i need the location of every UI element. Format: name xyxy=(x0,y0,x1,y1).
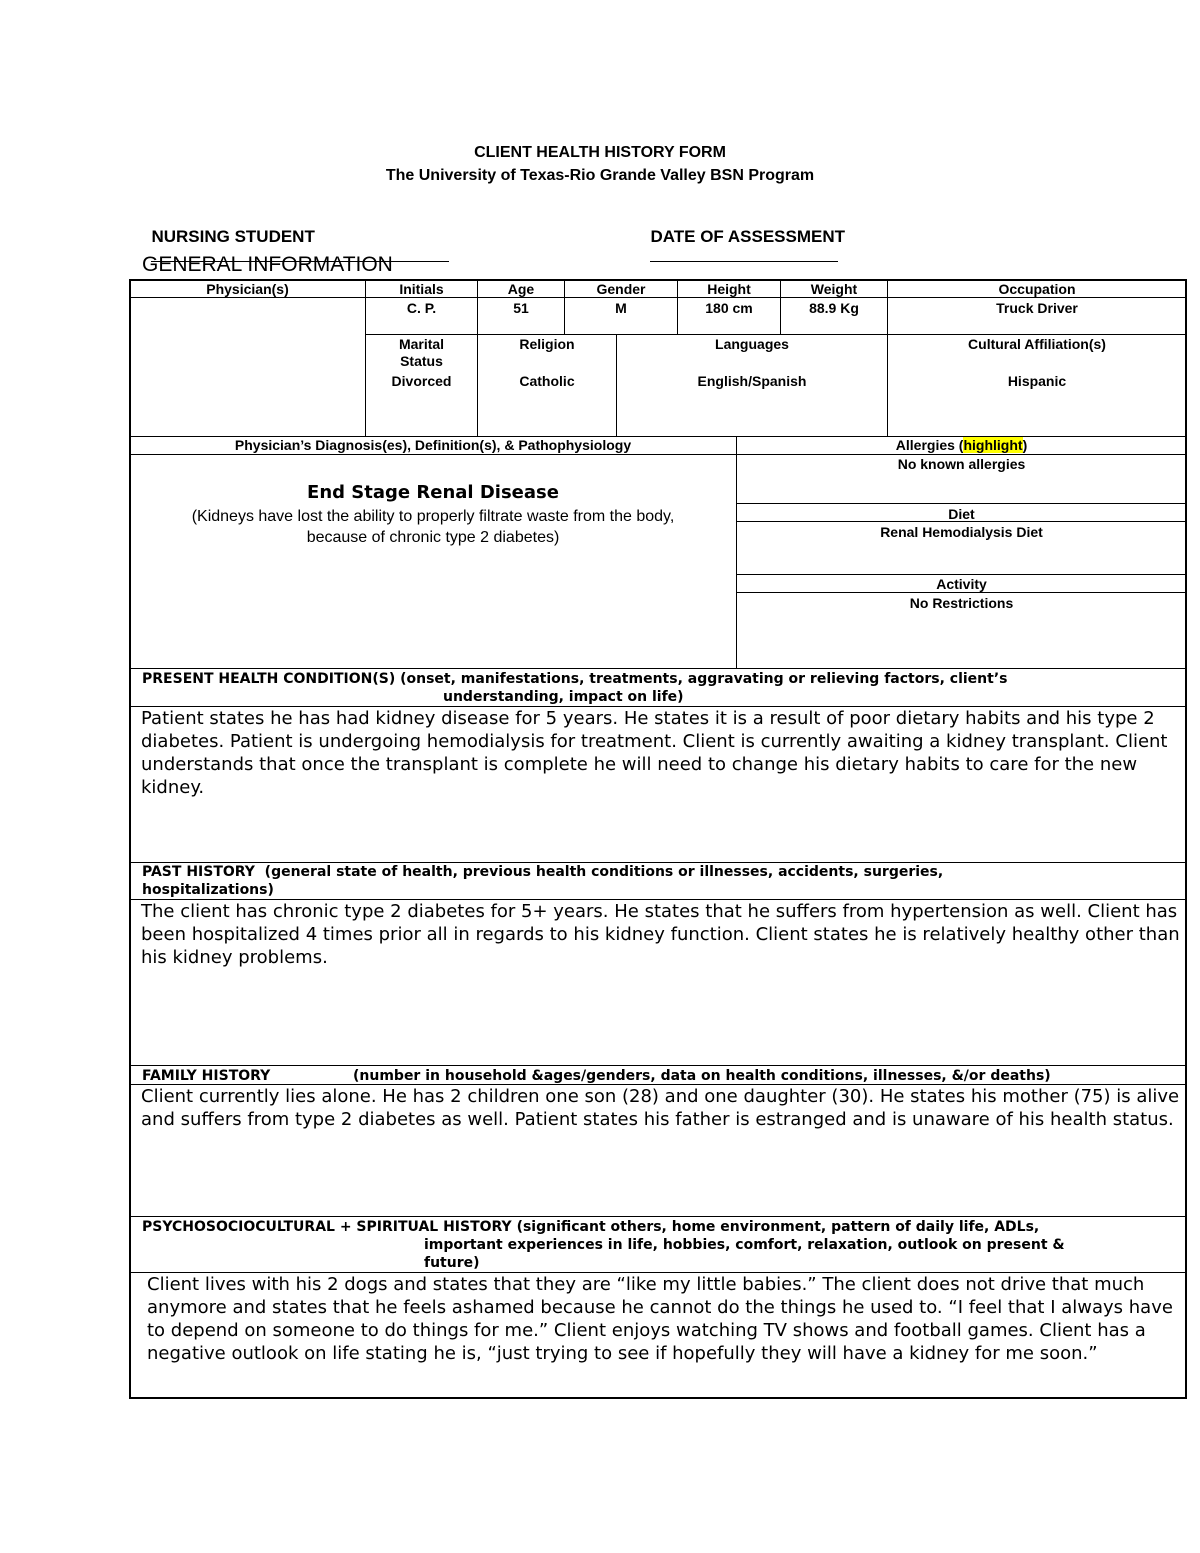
gender-value[interactable]: M xyxy=(615,300,627,316)
psycho-history-header-line3: future) xyxy=(424,1255,480,1271)
date-of-assessment-field xyxy=(641,207,845,267)
past-history-text[interactable]: The client has chronic type 2 diabetes for 5+ years. He states that he suffers from hypertension as well. Client has been hospitalized 4 times prior all in regards to his kidney function. Client states he is relatively healthy other than his kidney problems. xyxy=(141,901,1180,968)
divider xyxy=(129,668,1187,669)
family-history-header-note: (number in household &ages/genders, data on health conditions, illnesses, &/or deaths) xyxy=(353,1068,1051,1084)
general-information-title: GENERAL INFORMATION xyxy=(142,253,393,276)
form-title: CLIENT HEALTH HISTORY FORM xyxy=(474,144,726,161)
family-history-header: FAMILY HISTORY xyxy=(142,1068,271,1084)
initials-header: Initials xyxy=(399,281,444,297)
activity-value[interactable]: No Restrictions xyxy=(909,595,1014,611)
age-value[interactable]: 51 xyxy=(513,300,529,316)
psycho-history-header: PSYCHOSOCIOCULTURAL + SPIRITUAL HISTORY (significant others, home environment, pattern of daily life, ADLs, xyxy=(142,1219,1040,1235)
divider xyxy=(365,334,1187,335)
divider xyxy=(736,574,1187,575)
languages-value[interactable]: English/Spanish xyxy=(697,373,807,389)
age-header: Age xyxy=(507,281,535,297)
present-health-header: PRESENT HEALTH CONDITION(S) (onset, manifestations, treatments, aggravating or relieving factors, client’s xyxy=(142,671,1008,687)
date-of-assessment-input[interactable] xyxy=(650,247,838,262)
height-header: Height xyxy=(707,281,751,297)
diagnosis-definition: (Kidneys have lost the ability to properly filtrate waste from the body, because of chronic type 2 diabetes) xyxy=(191,508,675,546)
height-value[interactable]: 180 cm xyxy=(705,300,753,316)
allergies-header-prefix: Allergies ( xyxy=(895,437,964,453)
date-of-assessment-label: DATE OF ASSESSMENT xyxy=(650,227,846,246)
marital-status-value[interactable]: Divorced xyxy=(391,373,452,389)
cultural-affiliation-header: Cultural Affiliation(s) xyxy=(968,336,1106,352)
past-history-header: PAST HISTORY (general state of health, previous health conditions or illnesses, accidents, surgeries, xyxy=(142,864,944,880)
diagnosis-header: Physician’s Diagnosis(es), Definition(s), & Pathophysiology xyxy=(234,437,632,453)
form-subtitle: The University of Texas-Rio Grande Valley BSN Program xyxy=(385,167,815,184)
divider xyxy=(129,1065,1187,1066)
weight-header: Weight xyxy=(810,281,858,297)
religion-header: Religion xyxy=(519,336,575,352)
present-health-text[interactable]: Patient states he has had kidney disease for 5 years. He states it is a result of poor dietary habits and his type 2 diabetes. Patient is undergoing hemodialysis for treatment. Client is currently awaiting a kidney transplant. Client understands that once the transplant is complete he will need to change his dietary habits to care for the new kidney. xyxy=(141,708,1168,798)
allergies-highlight-text: highlight xyxy=(963,437,1023,453)
languages-header: Languages xyxy=(715,336,789,352)
divider xyxy=(736,503,1187,504)
cultural-affiliation-value[interactable]: Hispanic xyxy=(1007,373,1067,389)
physician-header: Physician(s) xyxy=(206,281,289,297)
present-health-header-line2: understanding, impact on life) xyxy=(443,689,684,705)
psycho-history-text[interactable]: Client lives with his 2 dogs and states that they are “like my little babies.” The client does not drive that much anymore and states that he feels ashamed because he cannot do the things he used to. “I feel that I always have to depend on someone to do things for me.” Client enjoys watching TV shows and football games. Client has a negative outlook on life stating he is, “just trying to see if hopefully they will have a kidney for me soon.” xyxy=(147,1274,1173,1364)
initials-value[interactable]: C. P. xyxy=(406,300,437,316)
diet-value[interactable]: Renal Hemodialysis Diet xyxy=(880,524,1043,540)
occupation-value[interactable]: Truck Driver xyxy=(996,300,1078,316)
psycho-history-header-line2: important experiences in life, hobbies, comfort, relaxation, outlook on present & xyxy=(424,1237,1065,1253)
religion-value[interactable]: Catholic xyxy=(519,373,575,389)
occupation-header: Occupation xyxy=(998,281,1076,297)
diagnosis-title: End Stage Renal Disease xyxy=(307,482,559,503)
nursing-student-label: NURSING STUDENT xyxy=(151,227,315,246)
gender-header: Gender xyxy=(596,281,646,297)
marital-status-header: Marital Status xyxy=(398,336,445,369)
allergies-value[interactable]: No known allergies xyxy=(897,456,1026,472)
divider xyxy=(129,1216,1187,1217)
weight-value[interactable]: 88.9 Kg xyxy=(809,300,859,316)
allergies-header xyxy=(737,437,1186,454)
past-history-header-line2: hospitalizations) xyxy=(142,882,274,898)
family-history-text[interactable]: Client currently lies alone. He has 2 children one son (28) and one daughter (30). He states his mother (75) is alive and suffers from type 2 diabetes as well. Patient states his father is estranged and is unaware of his health status. xyxy=(141,1086,1180,1130)
allergies-header-suffix: ) xyxy=(1022,437,1028,453)
divider xyxy=(129,454,1187,455)
activity-header: Activity xyxy=(936,576,987,592)
diet-header: Diet xyxy=(948,506,975,522)
